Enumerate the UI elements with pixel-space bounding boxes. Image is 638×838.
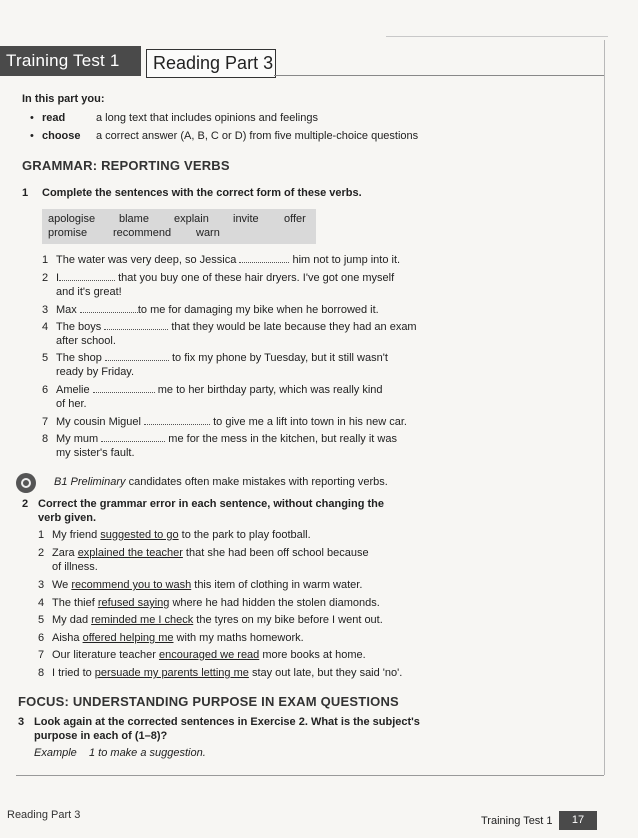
tip-exam-name: B1 Preliminary xyxy=(54,476,126,488)
word: promise xyxy=(48,227,88,239)
list-item xyxy=(56,415,407,429)
list-item xyxy=(56,320,417,334)
answer-blank[interactable] xyxy=(59,271,115,281)
item-number: 2 xyxy=(42,272,49,284)
bottom-rule xyxy=(16,775,604,776)
list-item xyxy=(52,596,380,610)
item-text: my sister's fault. xyxy=(56,447,135,459)
list-item xyxy=(52,631,304,645)
exercise-3-instruction: Look again at the corrected sentences in Exercise 2. What is the subject's xyxy=(34,716,420,728)
header-tab xyxy=(0,46,141,76)
list-item xyxy=(56,383,383,397)
list-item xyxy=(52,666,402,680)
intro-verb: choose xyxy=(42,130,81,142)
item-text: to the park to play football. xyxy=(178,529,311,541)
error-phrase: suggested to go xyxy=(100,529,179,541)
answer-blank[interactable] xyxy=(101,432,165,442)
item-text: of her. xyxy=(56,398,87,410)
list-item xyxy=(42,432,48,446)
item-text: Max xyxy=(56,304,77,316)
word: invite xyxy=(233,213,259,225)
page-number: 17 xyxy=(559,811,597,830)
page-title: Reading Part 3 xyxy=(153,53,274,73)
answer-blank[interactable] xyxy=(144,415,210,425)
error-phrase: recommend you to wash xyxy=(71,579,192,591)
intro-item-2 xyxy=(30,129,419,143)
list-item xyxy=(56,303,379,317)
answer-blank[interactable] xyxy=(104,320,168,330)
item-text: My cousin Miguel xyxy=(56,416,141,428)
list-item xyxy=(42,383,48,397)
item-text: me for the mess in the kitchen, but really it was xyxy=(168,433,397,445)
item-text: with my maths homework. xyxy=(173,632,304,644)
intro-text: a long text that includes opinions and feelings xyxy=(96,112,318,124)
intro-item-1 xyxy=(30,111,318,125)
exercise-1-number: 1 xyxy=(22,187,29,199)
item-text: Our literature teacher xyxy=(52,649,159,661)
item-text: this item of clothing in warm water. xyxy=(191,579,363,591)
item-number: 5 xyxy=(42,352,49,364)
list-item xyxy=(42,303,48,317)
error-phrase: encouraged we read xyxy=(159,649,260,661)
error-phrase: reminded me I check xyxy=(91,614,194,626)
word: apologise xyxy=(48,213,96,225)
item-number: 6 xyxy=(42,384,49,396)
answer-blank[interactable] xyxy=(105,351,169,361)
item-text: where he had hidden the stolen diamonds. xyxy=(169,597,380,609)
answer-blank[interactable] xyxy=(239,253,289,263)
exercise-3-number: 3 xyxy=(18,716,25,728)
word: offer xyxy=(284,213,306,225)
exercise-3-instruction-cont: purpose in each of (1–8)? xyxy=(34,730,168,742)
item-number: 4 xyxy=(42,321,49,333)
error-phrase: refused saying xyxy=(97,597,170,609)
intro-verb: read xyxy=(42,112,66,124)
tip-text xyxy=(54,475,388,489)
grammar-heading: GRAMMAR: REPORTING VERBS xyxy=(22,158,230,173)
item-text: that they would be late because they had an exam xyxy=(171,321,417,333)
item-text: to fix my phone by Tuesday, but it still wasn't xyxy=(172,352,388,364)
item-number: 5 xyxy=(38,614,45,626)
answer-blank[interactable] xyxy=(80,303,138,313)
tip-body: candidates often make mistakes with reporting verbs. xyxy=(125,476,388,488)
item-number: 3 xyxy=(42,304,49,316)
exercise-2-instruction: Correct the grammar error in each sentence, without changing the xyxy=(38,498,384,510)
error-phrase: persuade my parents letting me xyxy=(94,667,249,679)
item-text: of illness. xyxy=(52,561,98,573)
exercise-2-instruction-cont: verb given. xyxy=(38,512,97,524)
error-phrase: offered helping me xyxy=(82,632,174,644)
item-number: 8 xyxy=(38,667,45,679)
item-text: The shop xyxy=(56,352,102,364)
intro-text: a correct answer (A, B, C or D) from five multiple-choice questions xyxy=(96,130,419,142)
item-text: I tried to xyxy=(52,667,95,679)
list-item xyxy=(42,351,48,365)
item-text: that you buy one of these hair dryers. I've got one myself xyxy=(118,272,395,284)
item-number: 8 xyxy=(42,433,49,445)
word: recommend xyxy=(113,227,172,239)
item-text: My mum xyxy=(56,433,99,445)
item-text: Amelie xyxy=(56,384,90,396)
list-item xyxy=(42,415,48,429)
header-rule xyxy=(274,75,604,76)
list-item xyxy=(42,320,48,334)
word: explain xyxy=(174,213,209,225)
item-text: me to her birthday party, which was really kind xyxy=(157,384,383,396)
list-item xyxy=(56,432,397,446)
item-text: to me for damaging my bike when he borrowed it. xyxy=(137,304,379,316)
item-text: The boys xyxy=(56,321,102,333)
item-text: Aisha xyxy=(52,632,83,644)
list-item xyxy=(52,578,362,592)
item-text: the tyres on my bike before I went out. xyxy=(193,614,383,626)
item-text: ready by Friday. xyxy=(56,366,135,378)
item-number: 4 xyxy=(38,597,45,609)
list-item xyxy=(52,648,366,662)
word: warn xyxy=(196,227,220,239)
item-number: 6 xyxy=(38,632,45,644)
top-rule xyxy=(386,36,608,47)
item-number: 2 xyxy=(38,547,45,559)
item-text: We xyxy=(52,579,72,591)
exercise-2-number: 2 xyxy=(22,498,29,510)
example-text: 1 to make a suggestion. xyxy=(89,747,206,759)
item-text: him not to jump into it. xyxy=(292,254,401,266)
bullet-icon: • xyxy=(30,130,34,142)
list-item xyxy=(56,351,388,365)
intro-heading: In this part you: xyxy=(22,93,105,105)
error-phrase: explained the teacher xyxy=(77,547,183,559)
item-text: The water was very deep, so Jessica xyxy=(56,254,237,266)
bullet-icon: • xyxy=(30,112,34,124)
list-item xyxy=(52,613,383,627)
list-item xyxy=(42,253,48,267)
item-text: to give me a lift into town in his new car. xyxy=(213,416,407,428)
word: blame xyxy=(119,213,149,225)
item-text: stay out late, but they said 'no'. xyxy=(248,667,403,679)
footer-section-label: Reading Part 3 xyxy=(7,809,81,821)
right-margin-rule xyxy=(604,40,605,775)
item-text: after school. xyxy=(56,335,116,347)
list-item xyxy=(56,271,394,285)
item-text: and it's great! xyxy=(56,286,122,298)
item-text: My dad xyxy=(52,614,92,626)
item-number: 1 xyxy=(38,529,45,541)
list-item xyxy=(56,253,400,267)
focus-heading: FOCUS: UNDERSTANDING PURPOSE IN EXAM QUESTIONS xyxy=(18,694,399,709)
item-number: 1 xyxy=(42,254,49,266)
exercise-1-instruction: Complete the sentences with the correct form of these verbs. xyxy=(42,187,362,199)
item-text: I xyxy=(56,272,60,284)
header-tab-label: Training Test 1 xyxy=(6,51,120,70)
word-box xyxy=(42,209,316,244)
item-number: 3 xyxy=(38,579,45,591)
item-number: 7 xyxy=(42,416,49,428)
tip-icon xyxy=(16,473,36,493)
header-title-box xyxy=(146,49,276,78)
answer-blank[interactable] xyxy=(93,383,155,393)
item-number: 7 xyxy=(38,649,45,661)
list-item xyxy=(42,271,48,285)
item-text: My friend xyxy=(52,529,101,541)
item-text: more books at home. xyxy=(259,649,366,661)
item-text: Zara xyxy=(52,547,78,559)
footer-test-label: Training Test 1 xyxy=(481,815,553,827)
example-label: Example xyxy=(34,747,77,759)
list-item xyxy=(52,528,311,542)
item-text: that she had been off school because xyxy=(182,547,369,559)
list-item xyxy=(52,546,369,560)
item-text: The thief xyxy=(52,597,98,609)
